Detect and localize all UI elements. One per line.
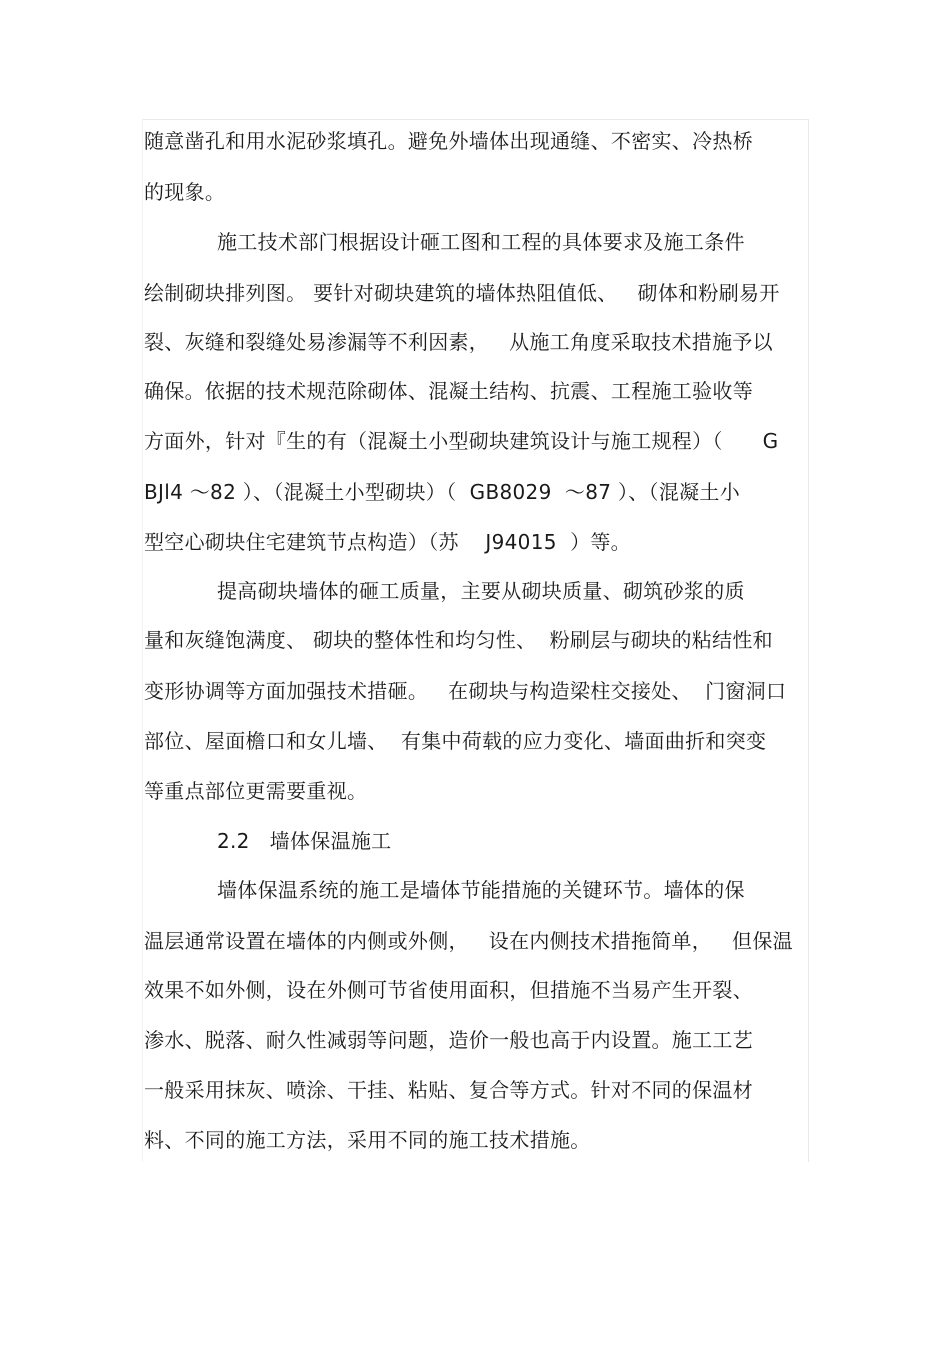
- text-line: 渗水、脱落、耐久性减弱等问题，造价一般也高于内设置。施工工艺: [144, 1028, 753, 1052]
- paragraph-start-line: 提高砌块墙体的砸工质量，主要从砌块质量、砌筑砂浆的质: [217, 579, 745, 603]
- text-line: 绘制砌块排列图。 要针对砌块建筑的墙体热阻值低、 砌体和粉刷易开: [144, 281, 780, 305]
- text-line: 效果不如外侧，设在外侧可节省使用面积，但措施不当易产生开裂、: [144, 978, 753, 1002]
- section-heading: 2.2 墙体保温施工: [217, 829, 392, 853]
- text-line: 随意凿孔和用水泥砂浆填孔。避免外墙体出现通缝、不密实、冷热桥: [144, 129, 753, 153]
- text-line: 的现象。: [144, 180, 226, 204]
- text-line: 裂、灰缝和裂缝处易渗漏等不利因素， 从施工角度采取技术措施予以: [144, 330, 773, 354]
- text-line: 变形协调等方面加强技术措砸。 在砌块与构造梁柱交接处、 门窗洞口: [144, 679, 787, 703]
- text-line: 方面外，针对『生的有（混凝土小型砌块建筑设计与施工规程）（ G: [144, 429, 779, 453]
- text-line: 料、不同的施工方法，采用不同的施工技术措施。: [144, 1128, 591, 1152]
- paragraph-start-line: 墙体保温系统的施工是墙体节能措施的关键环节。墙体的保: [217, 878, 745, 902]
- text-line: 温层通常设置在墙体的内侧或外侧， 设在内侧技术措拖简单， 但保温: [144, 929, 793, 953]
- text-line: 确保。依据的技术规范除砌体、混凝土结构、抗震、工程施工验收等: [144, 379, 753, 403]
- text-line: 等重点部位更需要重视。: [144, 779, 368, 803]
- text-line: 部位、屋面檐口和女儿墙、 有集中荷载的应力变化、墙面曲折和突变: [144, 729, 767, 753]
- text-line: 一般采用抹灰、喷涂、干挂、粘贴、复合等方式。针对不同的保温材: [144, 1078, 753, 1102]
- text-line: 量和灰缝饱满度、 砌块的整体性和均匀性、 粉刷层与砌块的粘结性和: [144, 628, 773, 652]
- text-line: 型空心砌块住宅建筑节点构造）（苏 J94015 ）等。: [144, 530, 631, 554]
- paragraph-start-line: 施工技术部门根据设计砸工图和工程的具体要求及施工条件: [217, 230, 745, 254]
- text-line: BJl4 ～82 ）、（混凝土小型砌块）（ GB8029 ～87 ）、（混凝土小: [144, 480, 741, 504]
